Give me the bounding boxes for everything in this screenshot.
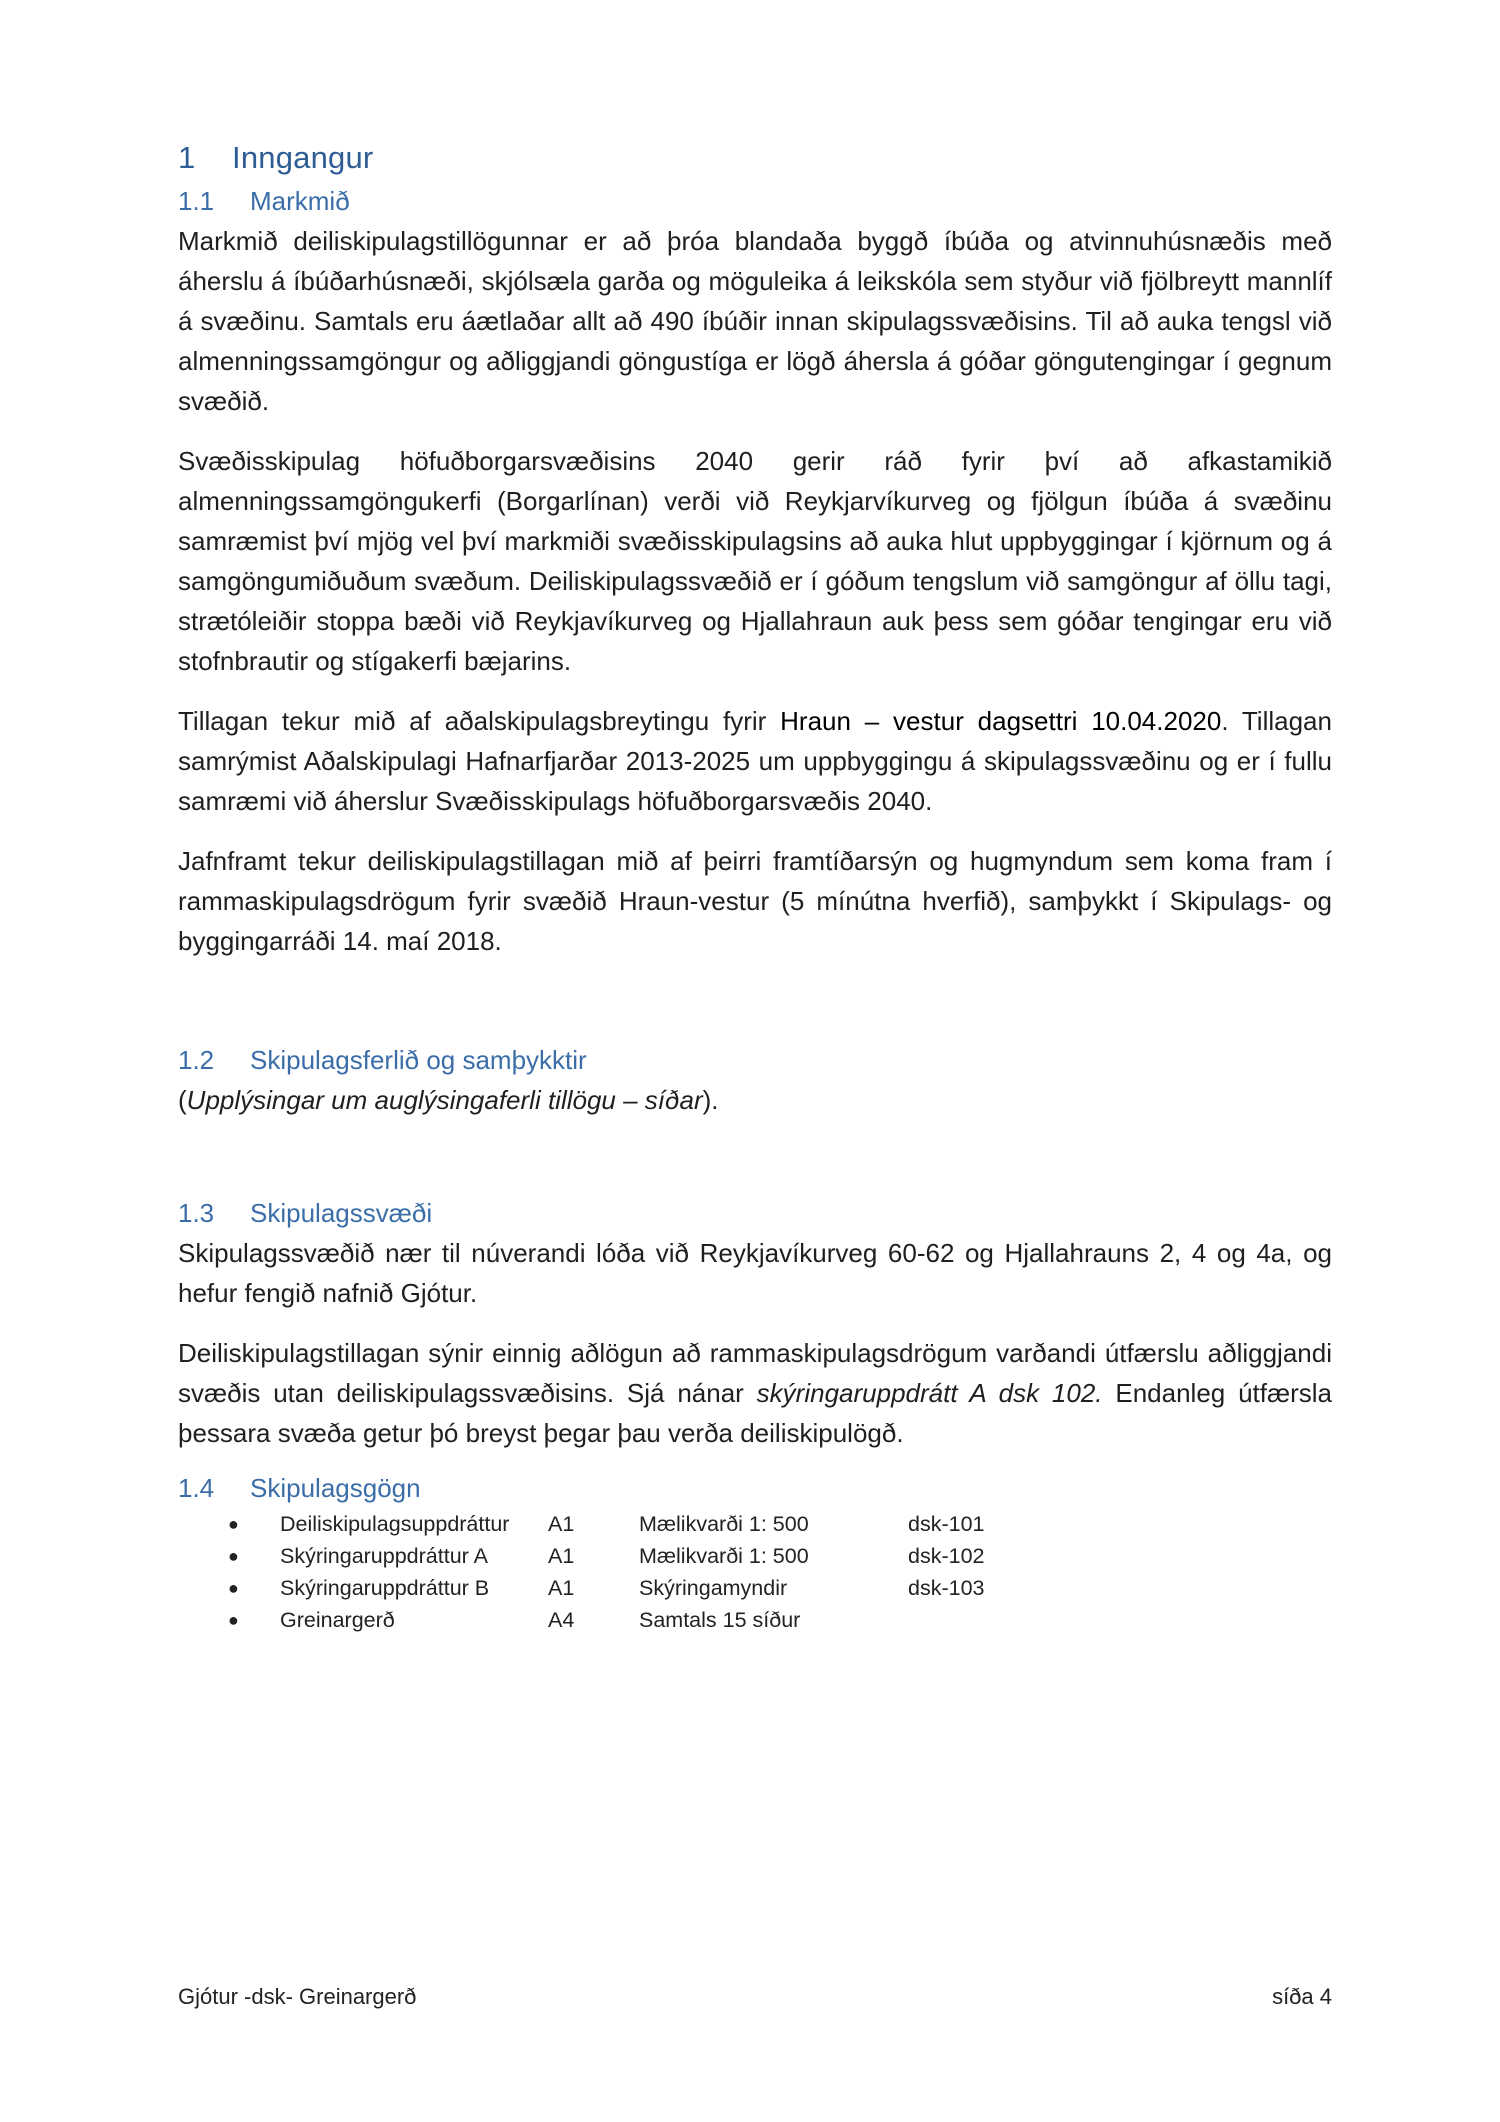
heading-1-number: 1	[178, 140, 196, 175]
document-page	[178, 140, 1332, 1636]
markmid-paragraph-1: Markmið deiliskipulagstillögunnar er að þróa blandaða byggð íbúða og atvinnuhúsnæðis með áherslu á íbúðarhúsnæði, skjólsæla garða og möguleika á leikskóla sem styður við fjölbreytt mannlíf á svæðinu. Samtals eru áætlaðar allt að 490 íbúðir innan skipulagssvæðisins. Til að auka tengsl við almenningssamgöngur og aðliggjandi göngustíga er lögð áhersla á góðar göngutengingar í gegnum svæðið.	[178, 226, 1332, 416]
doc-code: dsk-102	[908, 1544, 985, 1568]
list-item	[178, 1508, 1332, 1540]
heading-1-2-number: 1.2	[178, 1045, 215, 1075]
bullet-icon: ●	[228, 1546, 239, 1566]
heading-1-2	[178, 1045, 1332, 1076]
doc-desc: Skýringamyndir	[639, 1576, 788, 1600]
skipulagsferli-italic: Upplýsingar um auglýsingaferli tillögu – síðar	[186, 1085, 703, 1115]
doc-desc: Samtals 15 síður	[639, 1608, 801, 1632]
p3-text-pre: Tillagan tekur mið af aðalskipulagsbreytingu fyrir	[178, 706, 781, 736]
p2-text-post: Endanleg útfærsla þessara svæða getur þó breyst þegar þau verða deiliskipulögð.	[178, 1378, 1332, 1448]
paren-open: (	[178, 1085, 187, 1115]
doc-desc: Mælikvarði 1: 500	[639, 1544, 809, 1568]
p2-text-pre: Deiliskipulagstillagan sýnir einnig aðlögun að rammaskipulagsdrögum varðandi útfærslu aðliggjandi svæðis utan deiliskipulagssvæðisins. Sjá nánar	[178, 1338, 1332, 1408]
heading-1-3-number: 1.3	[178, 1198, 215, 1228]
doc-size: A1	[548, 1512, 575, 1536]
p3-highlight: Hraun – vestur dagsettri 10.04.2020	[780, 706, 1222, 736]
heading-1-title: Inngangur	[232, 140, 374, 175]
heading-1-3	[178, 1198, 1332, 1229]
list-item	[178, 1572, 1332, 1604]
markmid-paragraph-4: Jafnframt tekur deiliskipulagstillagan mið af þeirri framtíðarsýn og hugmyndum sem koma fram í rammaskipulagsdrögum fyrir svæðið Hraun-vestur (5 mínútna hverfið), samþykkt í Skipulags- og byggingarráði 14. maí 2018.	[178, 846, 1332, 956]
doc-code: dsk-101	[908, 1512, 985, 1536]
doc-name: Greinargerð	[280, 1608, 395, 1632]
paren-close: ).	[702, 1085, 719, 1115]
footer-page-number: síða 4	[1272, 1984, 1332, 2009]
doc-name: Deiliskipulagsuppdráttur	[280, 1512, 510, 1536]
markmid-paragraph-2: Svæðisskipulag höfuðborgarsvæðisins 2040 gerir ráð fyrir því að afkastamikið almenningssamgöngukerfi (Borgarlínan) verði við Reykjarvíkurveg og fjölgun íbúða á svæðinu samræmist því mjög vel því markmiði svæðisskipulagsins að auka hlut uppbyggingar í kjörnum og á samgöngumiðuðum svæðum. Deiliskipulagssvæðið er í góðum tengslum við samgöngur af öllu tagi, strætóleiðir stoppa bæði við Reykjavíkurveg og Hjallahraun auk þess sem góðar tengingar eru við stofnbrautir og stígakerfi bæjarins.	[178, 446, 1332, 676]
heading-1-3-title: Skipulagssvæði	[250, 1198, 433, 1228]
heading-1-1	[178, 186, 1332, 217]
list-item	[178, 1540, 1332, 1572]
bullet-icon: ●	[228, 1578, 239, 1598]
skipulagssvaedi-paragraph-1: Skipulagssvæðið nær til núverandi lóða við Reykjavíkurveg 60-62 og Hjallahrauns 2, 4 og 4a, og hefur fengið nafnið Gjótur.	[178, 1238, 1332, 1308]
page-footer	[178, 1984, 1332, 2010]
heading-1	[178, 140, 1332, 176]
heading-1-4-number: 1.4	[178, 1473, 215, 1503]
doc-size: A4	[548, 1608, 575, 1632]
p3-text-post: . Tillagan samrýmist Aðalskipulagi Hafnarfjarðar 2013-2025 um uppbyggingu á skipulagssvæðinu og er í fullu samræmi við áherslur Svæðisskipulags höfuðborgarsvæðis 2040.	[178, 706, 1332, 816]
doc-code	[908, 1604, 1028, 1636]
doc-code: dsk-103	[908, 1576, 985, 1600]
list-item	[178, 1604, 1332, 1636]
doc-desc: Mælikvarði 1: 500	[639, 1512, 809, 1536]
doc-name: Skýringaruppdráttur A	[280, 1544, 488, 1568]
heading-1-4	[178, 1473, 1332, 1504]
heading-1-4-title: Skipulagsgögn	[250, 1473, 421, 1503]
heading-1-1-title: Markmið	[250, 186, 350, 216]
skipulagsferli-paragraph	[178, 1080, 1332, 1120]
bullet-icon: ●	[228, 1610, 239, 1630]
markmid-paragraph-3	[178, 701, 1332, 821]
p2-italic-reference: skýringaruppdrátt A dsk 102.	[756, 1378, 1103, 1408]
doc-size: A1	[548, 1544, 575, 1568]
heading-1-1-number: 1.1	[178, 186, 215, 216]
footer-document-title: Gjótur -dsk- Greinargerð	[178, 1984, 417, 2009]
doc-name: Skýringaruppdráttur B	[280, 1576, 490, 1600]
documents-list	[178, 1508, 1332, 1636]
skipulagssvaedi-paragraph-2	[178, 1333, 1332, 1453]
doc-size: A1	[548, 1576, 575, 1600]
heading-1-2-title: Skipulagsferlið og samþykktir	[250, 1045, 587, 1075]
bullet-icon: ●	[228, 1514, 239, 1534]
